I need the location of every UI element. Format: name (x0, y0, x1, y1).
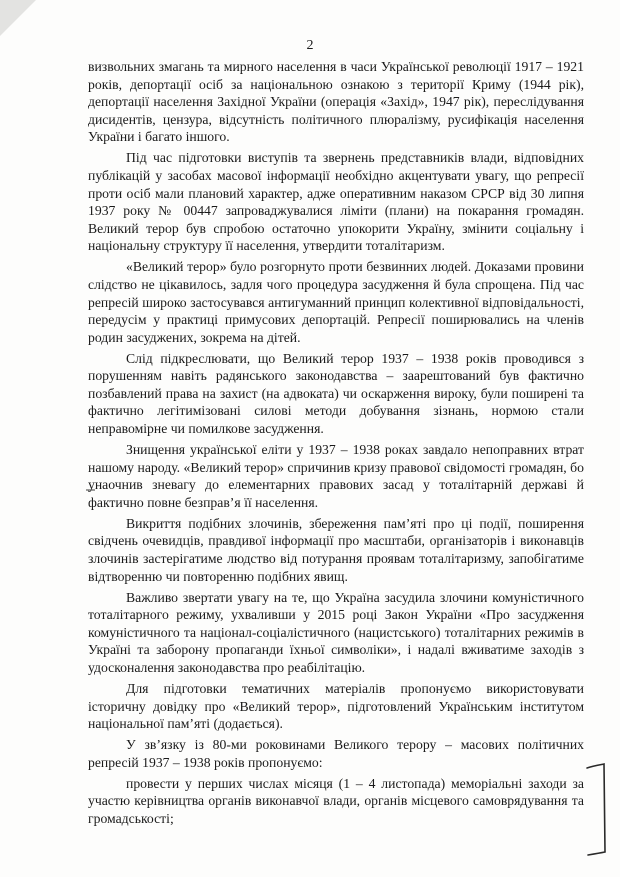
paragraph-8: Для підготовки тематичних матеріалів пропонуємо використовувати історичну довідку про «Великий терор», підготовлений Українським інститутом національної пам’яті (додається). (88, 680, 584, 732)
paragraph-1: визвольних змагань та мирного населення в часи Української революції 1917 – 1921 років, депортації осіб за національною ознакою з території Криму (1944 рік), депортації населення Західної України (операція «Захід», 1947 рік), переслідування дисидентів, цензура, відсутність політичного плюралізму, русифікація населення України і багато іншого. (88, 59, 584, 145)
document-body (88, 58, 584, 831)
handwritten-margin-bracket (585, 762, 607, 858)
paragraph-9: У зв’язку із 80-ми роковинами Великого терору – масових політичних репресій 1937 – 1938 років пропонуємо: (88, 737, 584, 770)
paragraph-5: Знищення української еліти у 1937 – 1938 роках завдало непоправних втрат нашому народу. «Великий терор» спричинив кризу правової свідомості громадян, бо унаочнив зневагу до елементарних правових засад у тоталітарній державі й фактично повне безправ’я її населення. (88, 442, 584, 510)
paragraph-10: провести у перших числах місяця (1 – 4 листопада) меморіальні заходи за участю керівництва органів виконавчої влади, органів місцевого самоврядування та громадськості; (88, 775, 584, 826)
handwritten-tick-mark (86, 480, 96, 486)
paragraph-7: Важливо звертати увагу на те, що Україна засудила злочини комуністичного тоталітарного режиму, ухваливши у 2015 році Закон України «Про засудження комуністичного та націонал-соціалістичного (нацистського) тоталітарних режимів в Україні та заборону пропаганди їхньої символіки», і надалі вживатиме заходів з удосконалення законодавства про реабілітацію. (88, 589, 584, 675)
page-number: 2 (306, 38, 314, 53)
paragraph-4: Слід підкреслювати, що Великий терор 1937 – 1938 років проводився з порушенням навіть радянського законодавства – заарештований був фактично позбавлений права на захист (на адвоката) чи оскарження вироку, були поширені та фактично легітимізовані силові методи добування зізнань, нормою стали неправомірне чи помилкове засудження. (88, 350, 584, 437)
page-corner-fold (0, 0, 36, 36)
paragraph-2: Під час підготовки виступів та звернень представників влади, відповідних публікацій у засобах масової інформації необхідно акцентувати увагу, що репресії проти осіб мали плановий характер, адже оперативним наказом СРСР від 30 липня 1937 року № 00447 запроваджувалися ліміти (плани) на покарання громадян. Великий терор був спробою остаточно упокорити Україну, змінити соціальну і національну структуру її населення, утвердити тоталітаризм. (88, 150, 584, 254)
paragraph-3: «Великий терор» було розгорнуто проти безвинних людей. Доказами провини слідство не цікавилось, задля чого процедура засудження й була спрощена. Під час репресій широко застосувався антигуманний принцип колективної відповідальності, передусім у практиці примусових депортацій. Репресії поширювались на членів родин засуджених, зокрема на дітей. (88, 259, 584, 345)
paragraph-6: Викриття подібних злочинів, збереження пам’яті про ці події, поширення свідчень очевидців, правдивої інформації про масштаби, організаторів і виконавців злочинів застерігатиме людство від потурання проявам тоталітаризму, запобігатиме відтворенню чи повторенню подібних явищ. (88, 515, 584, 584)
